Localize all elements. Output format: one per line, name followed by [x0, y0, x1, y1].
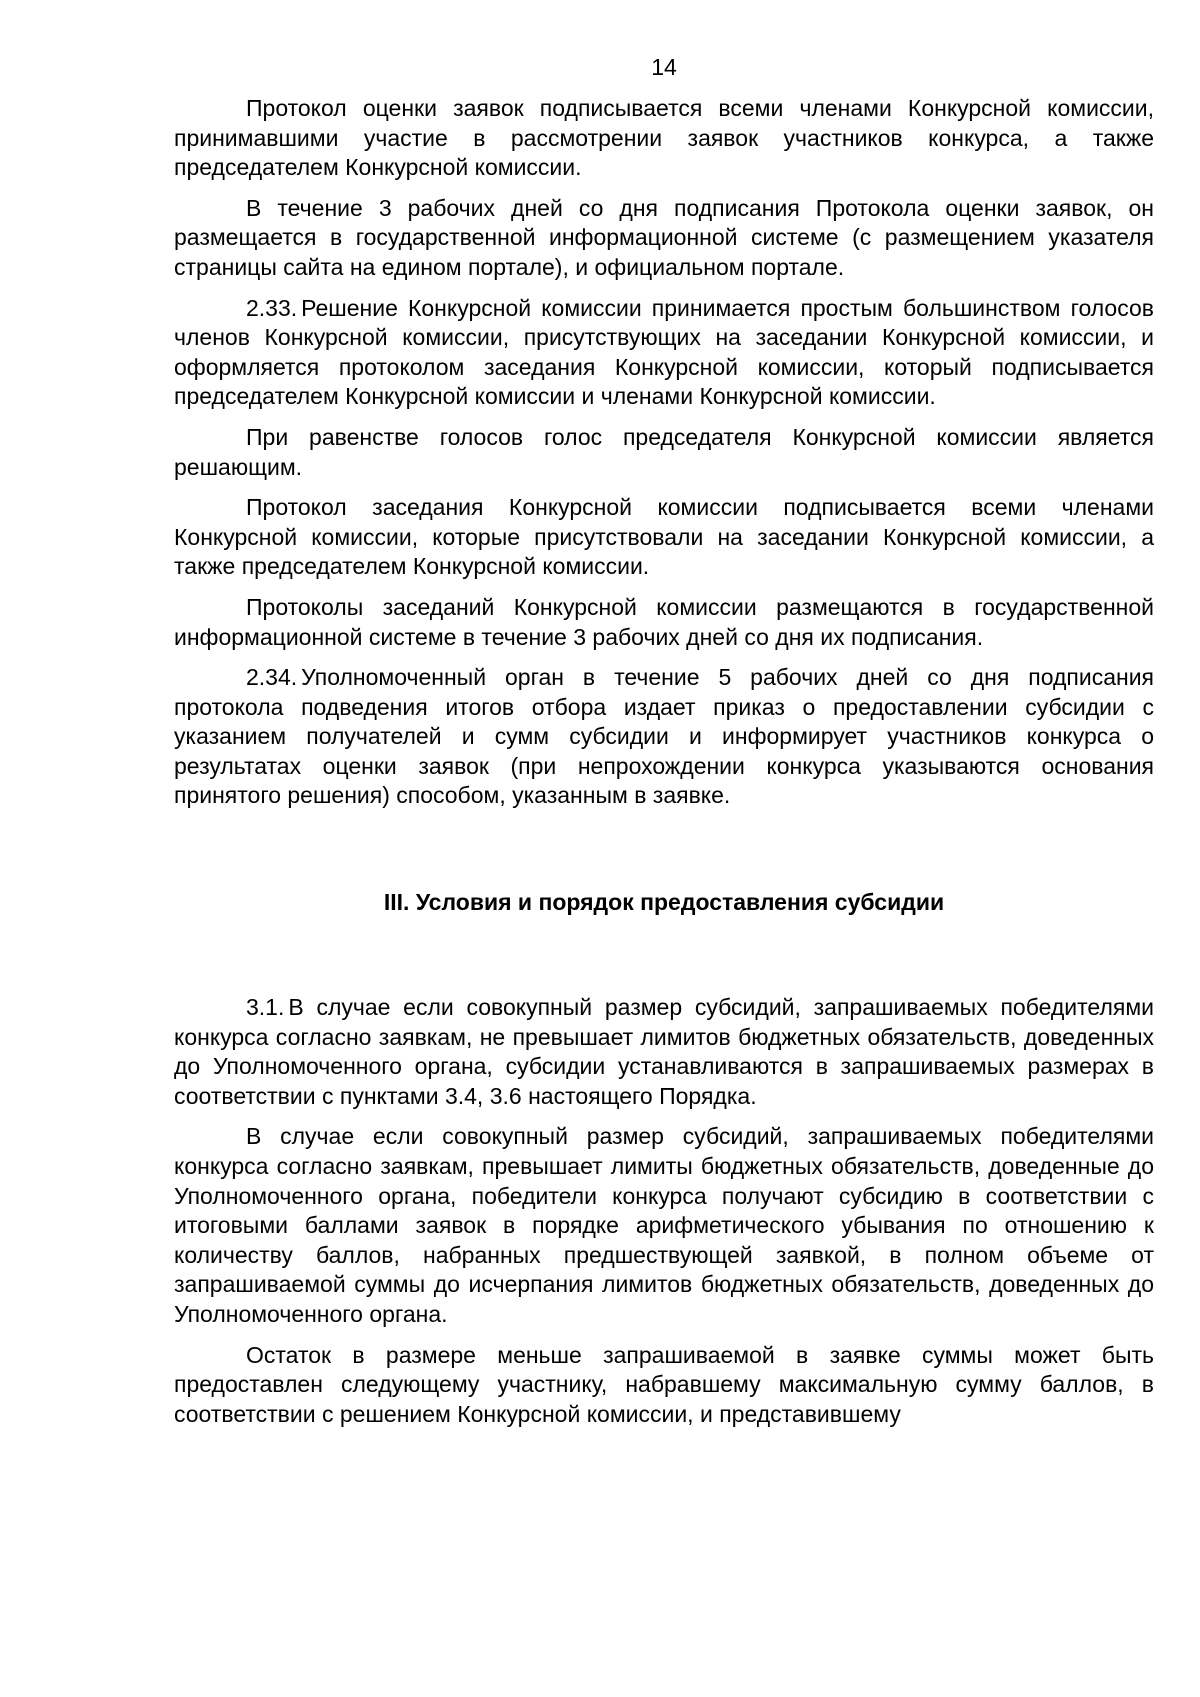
paragraph — [174, 423, 1154, 482]
paragraph-text: Решение Конкурсной комиссии принимается простым большинством голосов членов Конкурсной комиссии, присутствующих на заседании Конкурсной комиссии, и оформляется протоколом заседания Конкурсной комиссии, который подписывается председателем Конкурсной комиссии и членами Конкурсной комиссии. — [174, 294, 1154, 410]
paragraph — [174, 1341, 1154, 1430]
paragraph-text: При равенстве голосов голос председателя Конкурсной комиссии является решающим. — [174, 423, 1154, 480]
paragraph-text: Протокол оценки заявок подписывается всеми членами Конкурсной комиссии, принимавшими участие в рассмотрении заявок участников конкурса, а также председателем Конкурсной комиссии. — [174, 95, 1154, 181]
paragraph-text: В течение 3 рабочих дней со дня подписания Протокола оценки заявок, он размещается в государственной информационной системе (с размещением указателя страницы сайта на едином портале), и официальном портале. — [174, 194, 1154, 280]
paragraph-number: 2.34. — [246, 664, 298, 691]
paragraphs-after-section — [174, 993, 1154, 1429]
paragraph-text: Остаток в размере меньше запрашиваемой в заявке суммы может быть предоставлен следующему участнику, набравшему максимальную сумму баллов, в соответствии с решением Конкурсной комиссии, и представившему — [174, 1341, 1154, 1427]
paragraph — [174, 663, 1154, 811]
page-number: 14 — [651, 54, 677, 80]
paragraph — [174, 194, 1154, 283]
paragraph-text: В случае если совокупный размер субсидий, запрашиваемых победителями конкурса согласно заявкам, не превышает лимитов бюджетных обязательств, доведенных до Уполномоченного органа, субсидии устанавливаются в запрашиваемых размерах в соответствии с пунктами 3.4, 3.6 настоящего Порядка. — [174, 994, 1154, 1109]
document-page — [174, 52, 1154, 1440]
paragraph-text: Протокол заседания Конкурсной комиссии подписывается всеми членами Конкурсной комиссии, которые присутствовали на заседании Конкурсной комиссии, а также председателем Конкурсной комиссии. — [174, 494, 1154, 580]
paragraph — [174, 493, 1154, 582]
paragraph — [174, 993, 1154, 1111]
paragraph — [174, 94, 1154, 183]
paragraph-text: Протоколы заседаний Конкурсной комиссии размещаются в государственной информационной системе в течение 3 рабочих дней со дня их подписания. — [174, 593, 1154, 650]
paragraph-text: В случае если совокупный размер субсидий, запрашиваемых победителями конкурса согласно заявкам, превышает лимиты бюджетных обязательств, доведенные до Уполномоченного органа, победители конкурса получают субсидию в соответствии с итоговыми баллами заявок в порядке арифметического убывания по отношению к количеству баллов, набранных предшествующей заявкой, в полном объеме от запрашиваемой суммы до исчерпания лимитов бюджетных обязательств, доведенных до Уполномоченного органа. — [174, 1123, 1154, 1327]
section-heading: III. Условия и порядок предоставления субсидии — [383, 889, 945, 916]
paragraph-number: 2.33. — [246, 294, 298, 321]
paragraphs-before-section — [174, 94, 1154, 811]
paragraph — [174, 593, 1154, 652]
paragraph — [174, 294, 1154, 412]
paragraph — [174, 1122, 1154, 1329]
paragraph-number: 3.1. — [246, 994, 285, 1021]
paragraph-text: Уполномоченный орган в течение 5 рабочих дней со дня подписания протокола подведения итогов отбора издает приказ о предоставлении субсидии с указанием получателей и сумм субсидии и информирует участников конкурса о результатах оценки заявок (при непрохождении конкурса указываются основания принятого решения) способом, указанным в заявке. — [174, 664, 1154, 809]
